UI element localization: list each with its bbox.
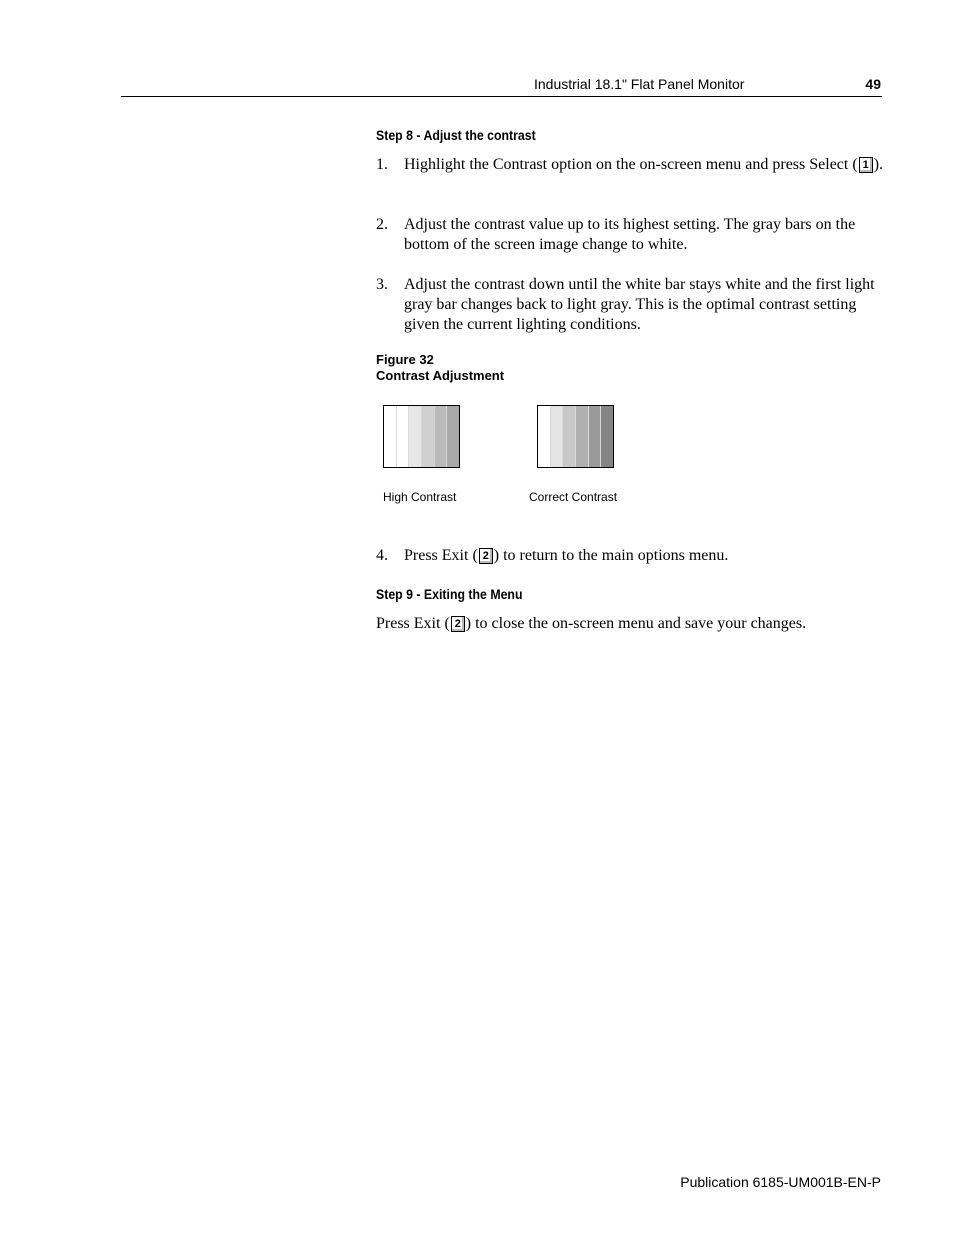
text-after: ) to return to the main options menu.: [493, 547, 729, 564]
gray-bar: [446, 406, 459, 467]
text-before: Press Exit (: [404, 547, 478, 564]
list-item-3: [376, 275, 886, 335]
list-item-2: [376, 215, 886, 255]
gray-bar: [562, 406, 575, 467]
text-before: Press Exit (: [376, 615, 450, 632]
list-text: Adjust the contrast down until the white bar stays white and the first light gray bar changes back to light gray. This is the optimal contrast setting given the current lighting conditions.: [404, 276, 875, 333]
text-after: ) to close the on-screen menu and save your changes.: [465, 615, 807, 632]
gray-bar: [600, 406, 613, 467]
gray-bar: [384, 406, 396, 467]
select-key-icon: 1: [859, 157, 873, 173]
list-text: [404, 546, 886, 566]
gray-bar: [396, 406, 409, 467]
gray-bar: [421, 406, 434, 467]
step9-text: [376, 614, 886, 634]
list-number: 4.: [376, 547, 388, 564]
gray-bar: [588, 406, 601, 467]
text-before: Highlight the Contrast option on the on-screen menu and press Select (: [404, 156, 858, 173]
running-header-title: Industrial 18.1" Flat Panel Monitor: [534, 76, 745, 92]
gray-bar: [538, 406, 550, 467]
list-item-4: [376, 546, 886, 566]
list-item-1: [376, 155, 886, 175]
correct-contrast-caption: Correct Contrast: [529, 490, 618, 504]
page-number: 49: [865, 76, 881, 92]
gray-bar: [434, 406, 447, 467]
correct-contrast-swatch: [537, 405, 614, 468]
exit-key-icon: 2: [479, 548, 493, 564]
gray-bar: [408, 406, 421, 467]
high-contrast-caption: High Contrast: [383, 490, 457, 504]
publication-footer: Publication 6185-UM001B-EN-P: [680, 1174, 881, 1190]
high-contrast-swatch: [383, 405, 460, 468]
step8-heading: Step 8 - Adjust the contrast: [376, 127, 536, 143]
list-text: [404, 155, 886, 175]
list-number: 1.: [376, 156, 388, 173]
list-text: Adjust the contrast value up to its highest setting. The gray bars on the bottom of the screen image change to white.: [404, 216, 856, 253]
exit-key-icon: 2: [451, 616, 465, 632]
list-number: 3.: [376, 276, 388, 293]
text-after: ).: [873, 156, 884, 173]
gray-bar: [575, 406, 588, 467]
header-divider: [121, 96, 882, 97]
list-number: 2.: [376, 216, 388, 233]
figure-number: Figure 32: [376, 352, 434, 367]
step9-heading: Step 9 - Exiting the Menu: [376, 586, 523, 602]
gray-bar: [550, 406, 563, 467]
figure-title: Contrast Adjustment: [376, 368, 505, 383]
